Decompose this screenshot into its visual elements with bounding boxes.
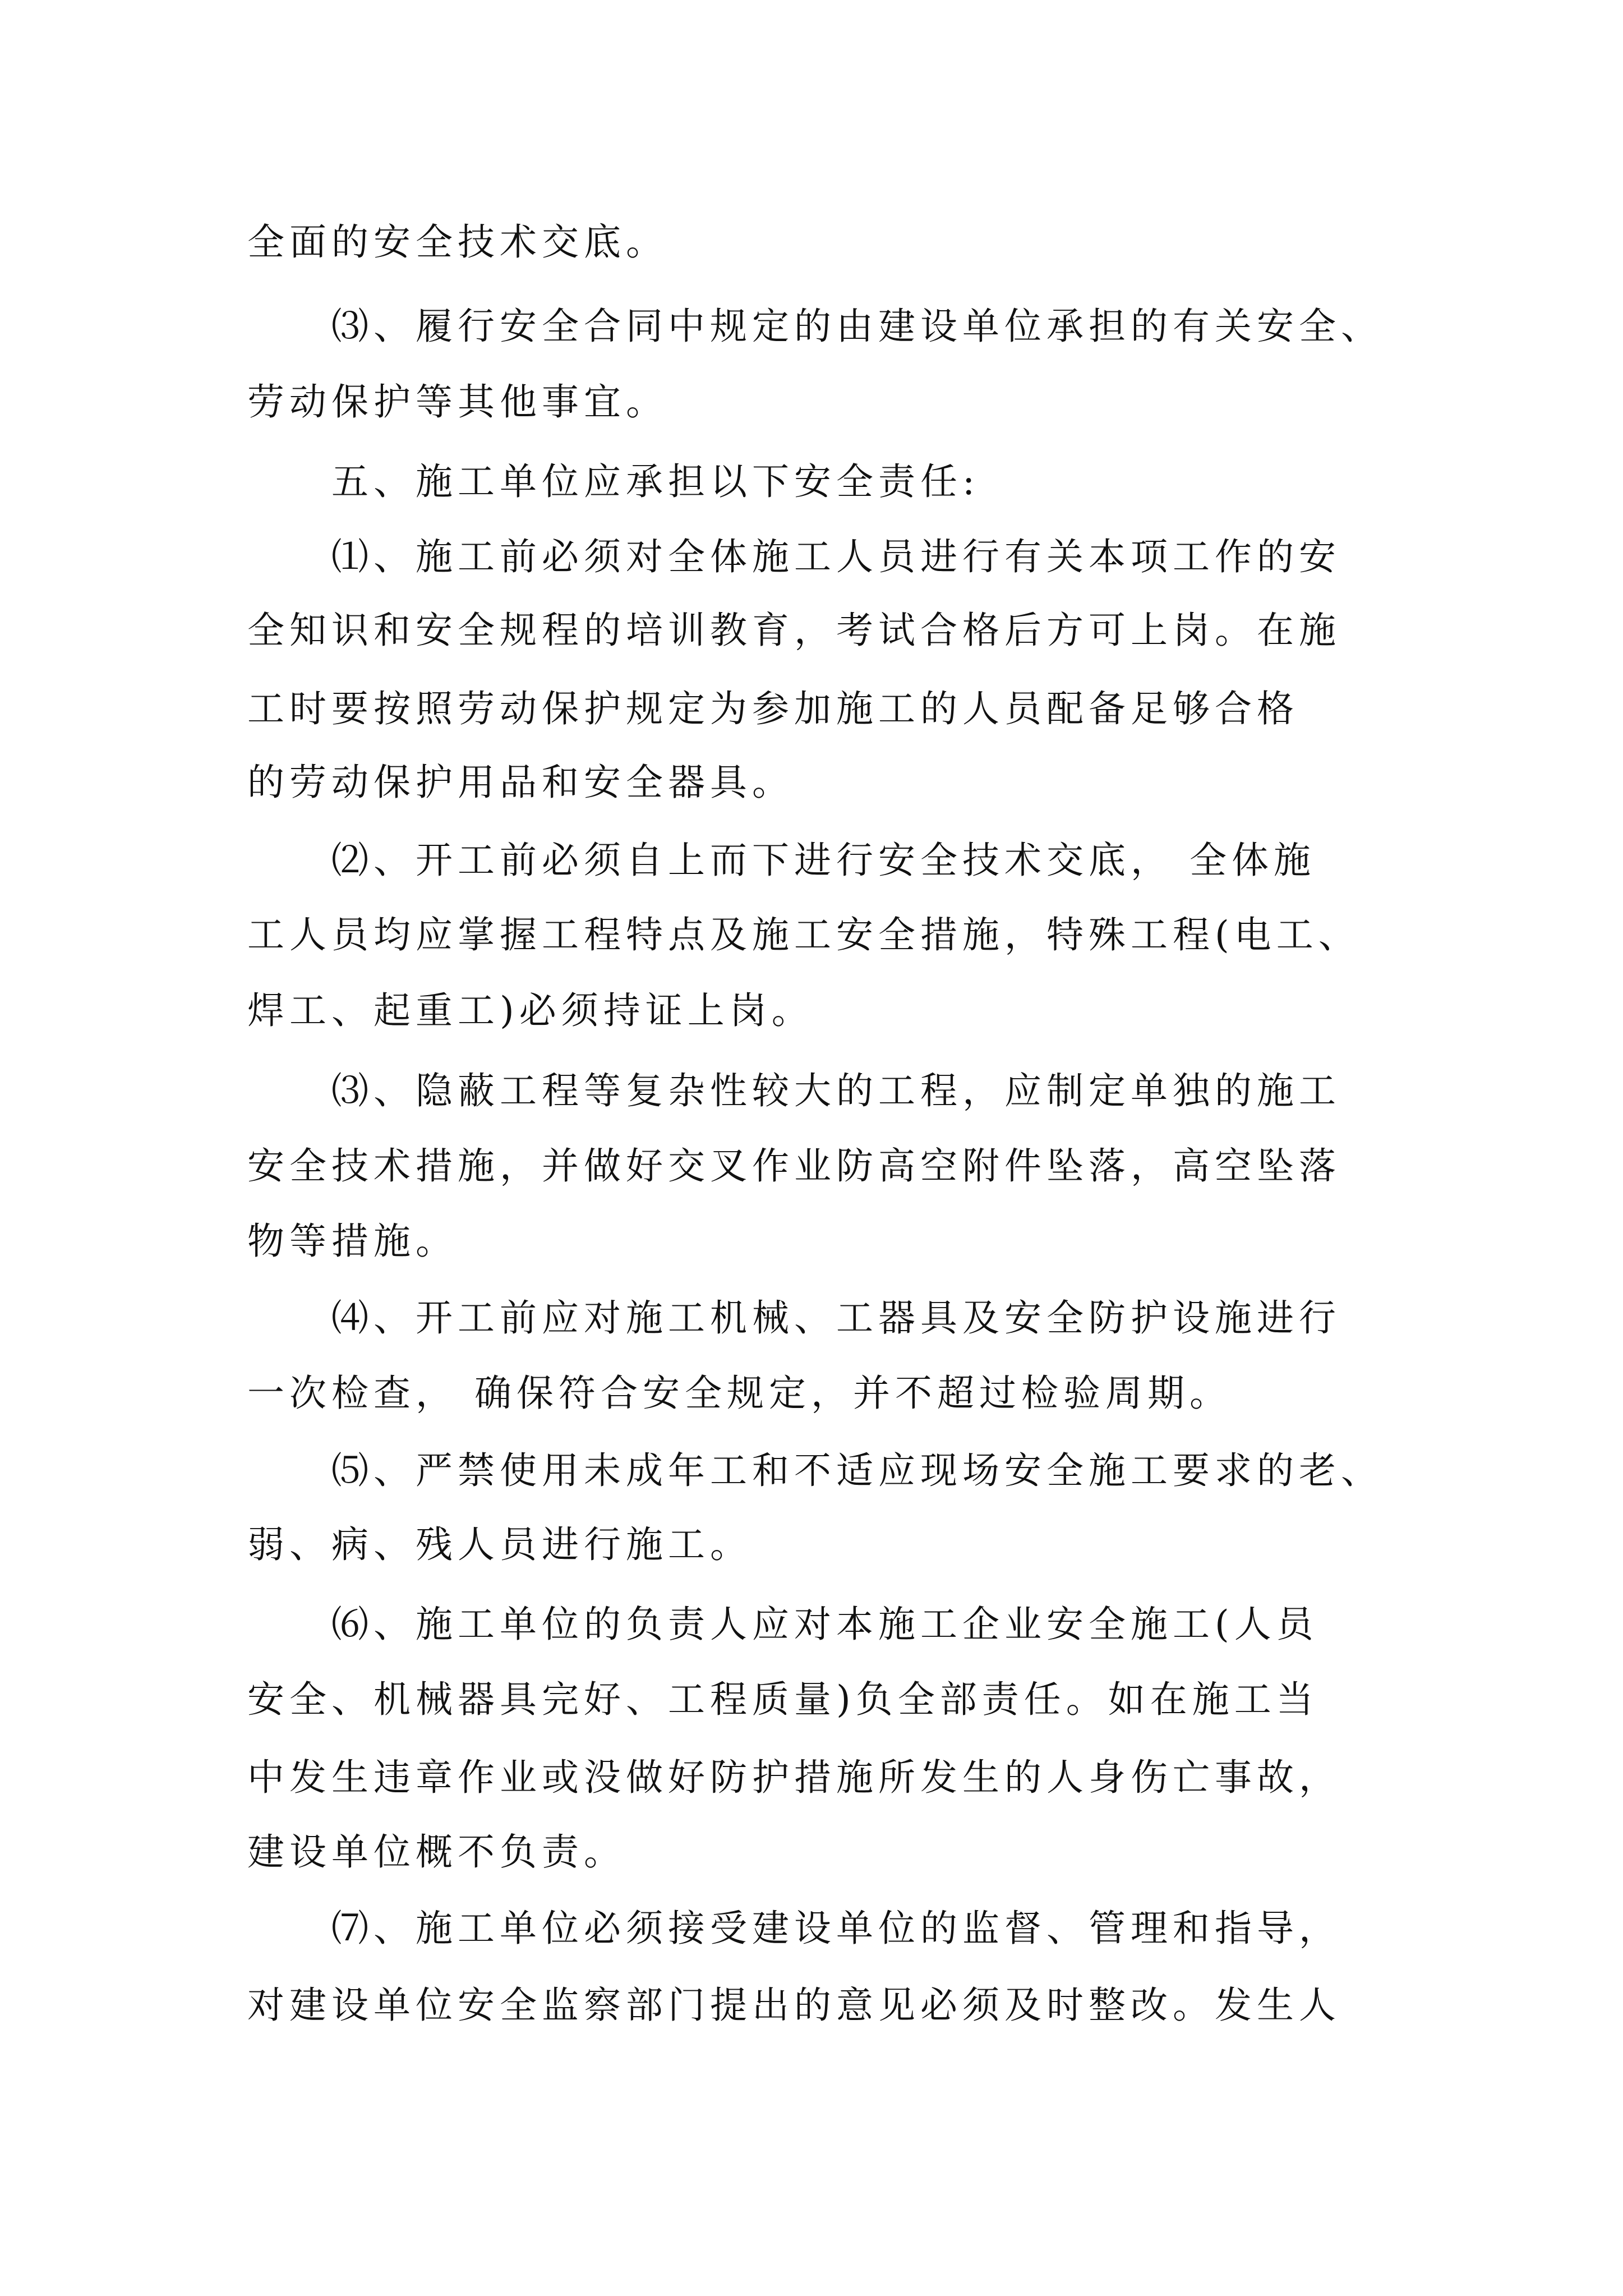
text-line: 劳动保护等其他事宜。 — [247, 380, 668, 424]
text-line: 弱、病、残人员进行施工。 — [247, 1523, 752, 1566]
section-heading: 五、施工单位应承担以下安全责任: — [331, 460, 980, 503]
text-line: 全知识和安全规程的培训教育，考试合格后方可上岗。在施 — [247, 609, 1341, 652]
text-line: ⑴、施工前必须对全体施工人员进行有关本项工作的安 — [331, 535, 1341, 578]
text-line: 焊工、起重工)必须持证上岗。 — [247, 989, 814, 1032]
text-line: ⑶、履行安全合同中规定的由建设单位承担的有关安全、 — [331, 305, 1383, 348]
text-line: 一次检查， 确保符合安全规定，并不超过检验周期。 — [247, 1372, 1232, 1415]
text-line: 中发生违章作业或没做好防护措施所发生的人身伤亡事故， — [247, 1756, 1341, 1799]
text-line: ⑷、开工前应对施工机械、工器具及安全防护设施进行 — [331, 1296, 1341, 1340]
text-line: ⑶、隐蔽工程等复杂性较大的工程，应制定单独的施工 — [331, 1069, 1341, 1112]
text-line: 工时要按照劳动保护规定为参加施工的人员配备足够合格 — [247, 687, 1299, 730]
text-line: ⑹、施工单位的负责人应对本施工企业安全施工(人员 — [331, 1603, 1318, 1646]
text-line: 对建设单位安全监察部门提出的意见必须及时整改。发生人 — [247, 1984, 1341, 2027]
text-line: ⑸、严禁使用未成年工和不适应现场安全施工要求的老、 — [331, 1449, 1383, 1492]
text-line: 的劳动保护用品和安全器具。 — [247, 761, 794, 804]
text-line: ⑵、开工前必须自上而下进行安全技术交底， 全体施 — [331, 839, 1316, 882]
text-line: 安全技术措施，并做好交叉作业防高空附件坠落，高空坠落 — [247, 1144, 1341, 1188]
text-line: 物等措施。 — [247, 1220, 458, 1263]
text-line: 安全、机械器具完好、工程质量)负全部责任。如在施工当 — [247, 1678, 1318, 1721]
text-line: 工人员均应掌握工程特点及施工安全措施，特殊工程(电工、 — [247, 913, 1361, 956]
text-line: 全面的安全技术交底。 — [247, 220, 668, 264]
text-line: ⑺、施工单位必须接受建设单位的监督、管理和指导， — [331, 1907, 1341, 1950]
text-line: 建设单位概不负责。 — [247, 1830, 626, 1874]
